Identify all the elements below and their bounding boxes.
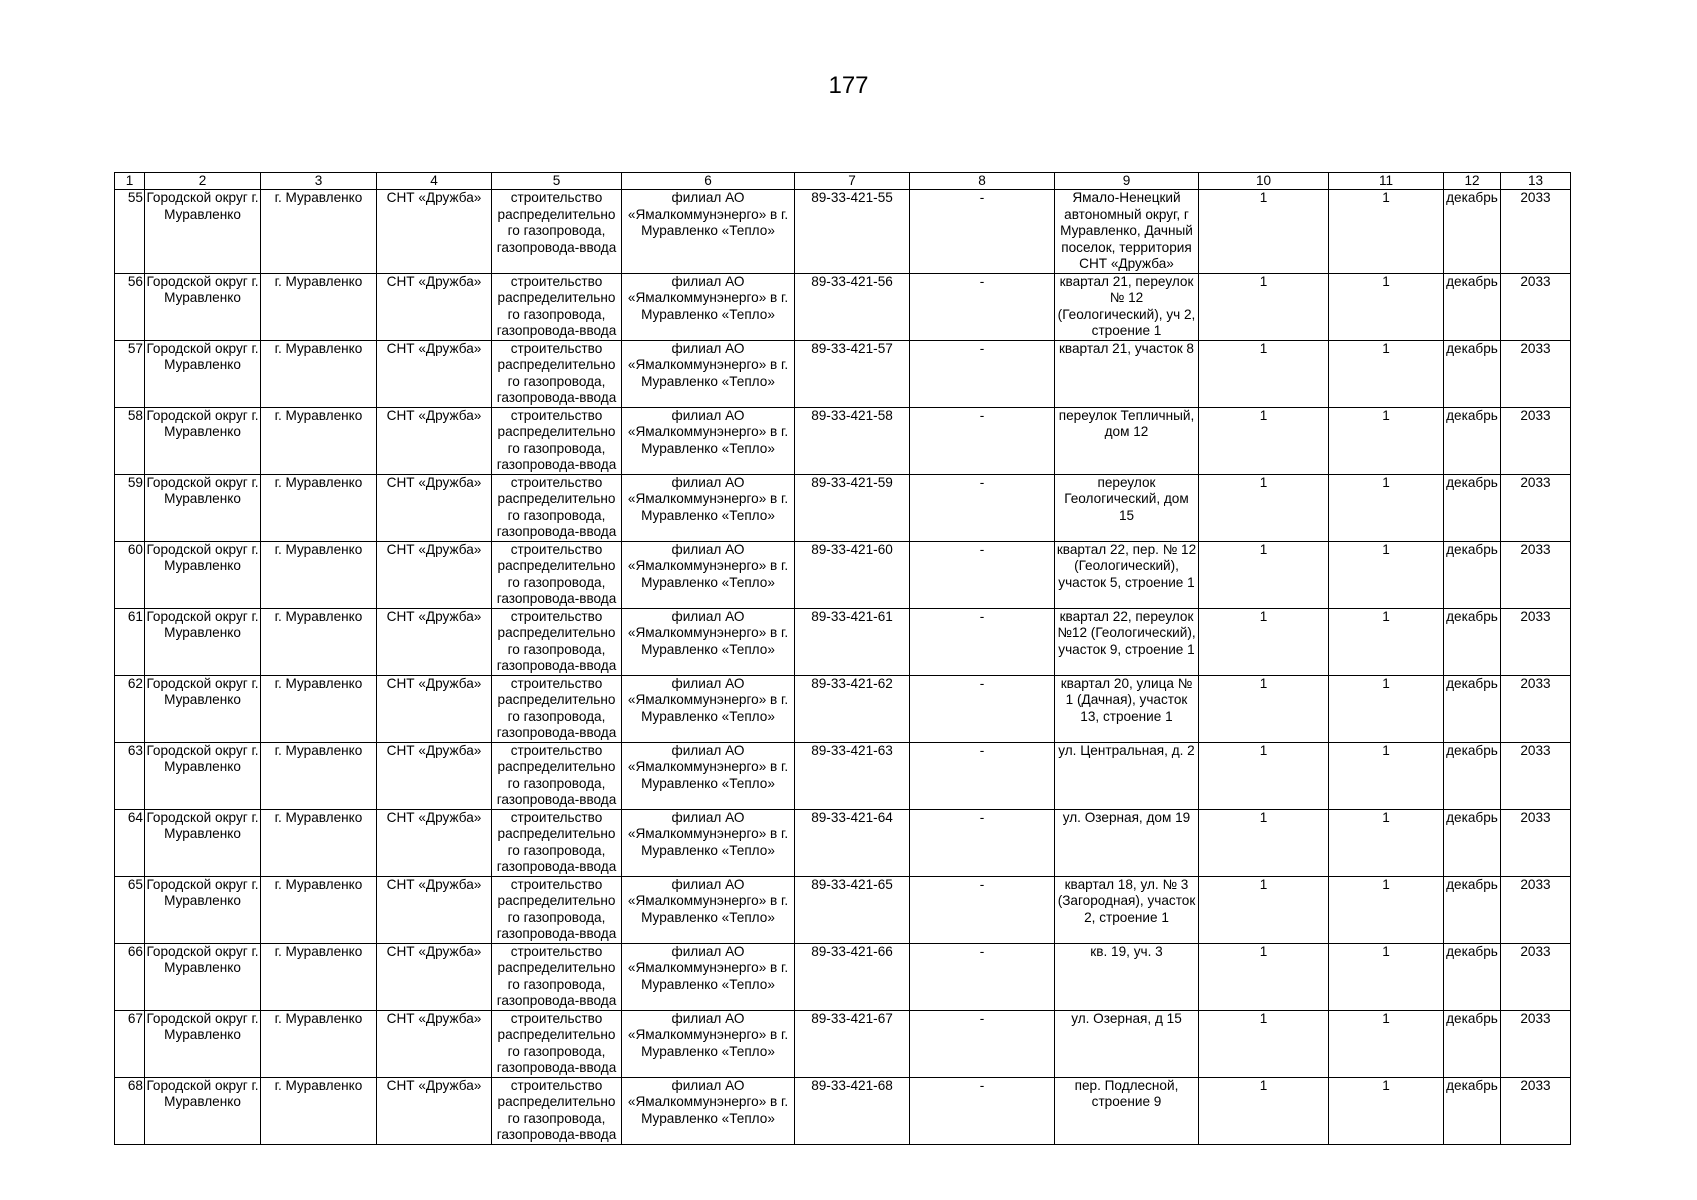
page-number: 177	[828, 72, 869, 99]
organization-cell: филиал АО «Ямалкоммунэнерго» в г. Муравленко «Тепло»	[622, 809, 795, 876]
address-cell: квартал 21, участок 8	[1055, 340, 1199, 407]
city-cell: г. Муравленко	[261, 190, 377, 274]
settlement-cell: СНТ «Дружба»	[377, 742, 492, 809]
month-cell: декабрь	[1444, 809, 1501, 876]
city-cell: г. Муравленко	[261, 742, 377, 809]
row-number-cell: 66	[115, 943, 145, 1010]
year-cell: 2033	[1501, 273, 1571, 340]
column-header-8: 8	[910, 173, 1055, 190]
district-cell: Городской округ г. Муравленко	[145, 675, 261, 742]
table-row	[115, 943, 1571, 1010]
row-number-cell: 61	[115, 608, 145, 675]
column-8-cell: -	[910, 190, 1055, 274]
settlement-cell: СНТ «Дружба»	[377, 541, 492, 608]
column-header-9: 9	[1055, 173, 1199, 190]
district-cell: Городской округ г. Муравленко	[145, 608, 261, 675]
column-header-3: 3	[261, 173, 377, 190]
object-code-cell: 89-33-421-63	[795, 742, 910, 809]
work-type-cell: строительство распределительно го газопровода, газопровода-ввода	[492, 675, 622, 742]
city-cell: г. Муравленко	[261, 1010, 377, 1077]
column-11-cell: 1	[1329, 1077, 1444, 1144]
column-header-13: 13	[1501, 173, 1571, 190]
column-8-cell: -	[910, 742, 1055, 809]
column-10-cell: 1	[1199, 675, 1329, 742]
month-cell: декабрь	[1444, 742, 1501, 809]
year-cell: 2033	[1501, 1077, 1571, 1144]
city-cell: г. Муравленко	[261, 876, 377, 943]
column-8-cell: -	[910, 340, 1055, 407]
month-cell: декабрь	[1444, 190, 1501, 274]
settlement-cell: СНТ «Дружба»	[377, 190, 492, 274]
column-11-cell: 1	[1329, 541, 1444, 608]
column-11-cell: 1	[1329, 809, 1444, 876]
column-11-cell: 1	[1329, 608, 1444, 675]
month-cell: декабрь	[1444, 273, 1501, 340]
settlement-cell: СНТ «Дружба»	[377, 876, 492, 943]
object-code-cell: 89-33-421-61	[795, 608, 910, 675]
organization-cell: филиал АО «Ямалкоммунэнерго» в г. Муравленко «Тепло»	[622, 190, 795, 274]
work-type-cell: строительство распределительно го газопровода, газопровода-ввода	[492, 190, 622, 274]
organization-cell: филиал АО «Ямалкоммунэнерго» в г. Муравленко «Тепло»	[622, 474, 795, 541]
address-cell: ул. Озерная, д 15	[1055, 1010, 1199, 1077]
settlement-cell: СНТ «Дружба»	[377, 1010, 492, 1077]
organization-cell: филиал АО «Ямалкоммунэнерго» в г. Муравленко «Тепло»	[622, 876, 795, 943]
month-cell: декабрь	[1444, 1010, 1501, 1077]
row-number-cell: 63	[115, 742, 145, 809]
object-code-cell: 89-33-421-67	[795, 1010, 910, 1077]
organization-cell: филиал АО «Ямалкоммунэнерго» в г. Муравленко «Тепло»	[622, 675, 795, 742]
column-8-cell: -	[910, 675, 1055, 742]
row-number-cell: 59	[115, 474, 145, 541]
address-cell: переулок Тепличный, дом 12	[1055, 407, 1199, 474]
settlement-cell: СНТ «Дружба»	[377, 809, 492, 876]
month-cell: декабрь	[1444, 876, 1501, 943]
organization-cell: филиал АО «Ямалкоммунэнерго» в г. Муравленко «Тепло»	[622, 273, 795, 340]
settlement-cell: СНТ «Дружба»	[377, 273, 492, 340]
column-header-1: 1	[115, 173, 145, 190]
object-code-cell: 89-33-421-60	[795, 541, 910, 608]
column-11-cell: 1	[1329, 876, 1444, 943]
row-number-cell: 67	[115, 1010, 145, 1077]
year-cell: 2033	[1501, 340, 1571, 407]
object-code-cell: 89-33-421-57	[795, 340, 910, 407]
settlement-cell: СНТ «Дружба»	[377, 608, 492, 675]
table-row	[115, 190, 1571, 274]
address-cell: переулок Геологический, дом 15	[1055, 474, 1199, 541]
address-cell: Ямало-Ненецкий автономный округ, г Муравленко, Дачный поселок, территория СНТ «Дружба»	[1055, 190, 1199, 274]
column-header-6: 6	[622, 173, 795, 190]
city-cell: г. Муравленко	[261, 273, 377, 340]
work-type-cell: строительство распределительно го газопровода, газопровода-ввода	[492, 474, 622, 541]
column-11-cell: 1	[1329, 675, 1444, 742]
column-10-cell: 1	[1199, 876, 1329, 943]
table-container	[114, 172, 1571, 1145]
month-cell: декабрь	[1444, 608, 1501, 675]
year-cell: 2033	[1501, 876, 1571, 943]
column-10-cell: 1	[1199, 1010, 1329, 1077]
table-row	[115, 876, 1571, 943]
column-11-cell: 1	[1329, 273, 1444, 340]
work-type-cell: строительство распределительно го газопровода, газопровода-ввода	[492, 407, 622, 474]
city-cell: г. Муравленко	[261, 608, 377, 675]
table-row	[115, 742, 1571, 809]
city-cell: г. Муравленко	[261, 541, 377, 608]
column-11-cell: 1	[1329, 407, 1444, 474]
district-cell: Городской округ г. Муравленко	[145, 190, 261, 274]
column-8-cell: -	[910, 1010, 1055, 1077]
address-cell: квартал 22, переулок №12 (Геологический), участок 9, строение 1	[1055, 608, 1199, 675]
table-row	[115, 608, 1571, 675]
organization-cell: филиал АО «Ямалкоммунэнерго» в г. Муравленко «Тепло»	[622, 742, 795, 809]
row-number-cell: 60	[115, 541, 145, 608]
column-10-cell: 1	[1199, 407, 1329, 474]
table-row	[115, 474, 1571, 541]
column-11-cell: 1	[1329, 742, 1444, 809]
work-type-cell: строительство распределительно го газопровода, газопровода-ввода	[492, 742, 622, 809]
city-cell: г. Муравленко	[261, 340, 377, 407]
row-number-cell: 58	[115, 407, 145, 474]
settlement-cell: СНТ «Дружба»	[377, 340, 492, 407]
table-row	[115, 675, 1571, 742]
row-number-cell: 56	[115, 273, 145, 340]
column-10-cell: 1	[1199, 742, 1329, 809]
column-8-cell: -	[910, 407, 1055, 474]
column-8-cell: -	[910, 541, 1055, 608]
year-cell: 2033	[1501, 1010, 1571, 1077]
table-row	[115, 340, 1571, 407]
organization-cell: филиал АО «Ямалкоммунэнерго» в г. Муравленко «Тепло»	[622, 943, 795, 1010]
address-cell: квартал 22, пер. № 12 (Геологический), участок 5, строение 1	[1055, 541, 1199, 608]
column-8-cell: -	[910, 474, 1055, 541]
object-code-cell: 89-33-421-68	[795, 1077, 910, 1144]
settlement-cell: СНТ «Дружба»	[377, 1077, 492, 1144]
work-type-cell: строительство распределительно го газопровода, газопровода-ввода	[492, 608, 622, 675]
header-row	[115, 173, 1571, 190]
month-cell: декабрь	[1444, 340, 1501, 407]
table-header	[115, 173, 1571, 190]
table-row	[115, 1010, 1571, 1077]
work-type-cell: строительство распределительно го газопровода, газопровода-ввода	[492, 340, 622, 407]
column-header-5: 5	[492, 173, 622, 190]
organization-cell: филиал АО «Ямалкоммунэнерго» в г. Муравленко «Тепло»	[622, 1077, 795, 1144]
year-cell: 2033	[1501, 943, 1571, 1010]
row-number-cell: 55	[115, 190, 145, 274]
column-header-2: 2	[145, 173, 261, 190]
district-cell: Городской округ г. Муравленко	[145, 809, 261, 876]
organization-cell: филиал АО «Ямалкоммунэнерго» в г. Муравленко «Тепло»	[622, 608, 795, 675]
column-10-cell: 1	[1199, 943, 1329, 1010]
year-cell: 2033	[1501, 541, 1571, 608]
address-cell: ул. Центральная, д. 2	[1055, 742, 1199, 809]
organization-cell: филиал АО «Ямалкоммунэнерго» в г. Муравленко «Тепло»	[622, 407, 795, 474]
work-type-cell: строительство распределительно го газопровода, газопровода-ввода	[492, 273, 622, 340]
object-code-cell: 89-33-421-58	[795, 407, 910, 474]
district-cell: Городской округ г. Муравленко	[145, 876, 261, 943]
column-11-cell: 1	[1329, 190, 1444, 274]
district-cell: Городской округ г. Муравленко	[145, 474, 261, 541]
district-cell: Городской округ г. Муравленко	[145, 742, 261, 809]
work-type-cell: строительство распределительно го газопровода, газопровода-ввода	[492, 1010, 622, 1077]
column-11-cell: 1	[1329, 340, 1444, 407]
city-cell: г. Муравленко	[261, 943, 377, 1010]
district-cell: Городской округ г. Муравленко	[145, 340, 261, 407]
column-header-11: 11	[1329, 173, 1444, 190]
column-10-cell: 1	[1199, 474, 1329, 541]
table-row	[115, 1077, 1571, 1144]
column-8-cell: -	[910, 876, 1055, 943]
settlement-cell: СНТ «Дружба»	[377, 474, 492, 541]
district-cell: Городской округ г. Муравленко	[145, 407, 261, 474]
year-cell: 2033	[1501, 809, 1571, 876]
month-cell: декабрь	[1444, 541, 1501, 608]
month-cell: декабрь	[1444, 675, 1501, 742]
address-cell: квартал 20, улица № 1 (Дачная), участок 13, строение 1	[1055, 675, 1199, 742]
city-cell: г. Муравленко	[261, 407, 377, 474]
settlement-cell: СНТ «Дружба»	[377, 675, 492, 742]
table-body	[115, 190, 1571, 1145]
row-number-cell: 64	[115, 809, 145, 876]
table-row	[115, 809, 1571, 876]
object-code-cell: 89-33-421-65	[795, 876, 910, 943]
row-number-cell: 57	[115, 340, 145, 407]
column-10-cell: 1	[1199, 273, 1329, 340]
address-cell: пер. Подлесной, строение 9	[1055, 1077, 1199, 1144]
year-cell: 2033	[1501, 675, 1571, 742]
column-10-cell: 1	[1199, 541, 1329, 608]
address-cell: ул. Озерная, дом 19	[1055, 809, 1199, 876]
address-cell: квартал 18, ул. № 3 (Загородная), участок 2, строение 1	[1055, 876, 1199, 943]
settlement-cell: СНТ «Дружба»	[377, 407, 492, 474]
work-type-cell: строительство распределительно го газопровода, газопровода-ввода	[492, 943, 622, 1010]
work-type-cell: строительство распределительно го газопровода, газопровода-ввода	[492, 809, 622, 876]
column-11-cell: 1	[1329, 474, 1444, 541]
district-cell: Городской округ г. Муравленко	[145, 273, 261, 340]
year-cell: 2033	[1501, 608, 1571, 675]
table-row	[115, 273, 1571, 340]
column-header-10: 10	[1199, 173, 1329, 190]
district-cell: Городской округ г. Муравленко	[145, 541, 261, 608]
settlement-cell: СНТ «Дружба»	[377, 943, 492, 1010]
column-8-cell: -	[910, 1077, 1055, 1144]
column-11-cell: 1	[1329, 1010, 1444, 1077]
column-header-7: 7	[795, 173, 910, 190]
object-code-cell: 89-33-421-64	[795, 809, 910, 876]
table-row	[115, 407, 1571, 474]
row-number-cell: 65	[115, 876, 145, 943]
city-cell: г. Муравленко	[261, 809, 377, 876]
district-cell: Городской округ г. Муравленко	[145, 943, 261, 1010]
district-cell: Городской округ г. Муравленко	[145, 1077, 261, 1144]
column-10-cell: 1	[1199, 1077, 1329, 1144]
city-cell: г. Муравленко	[261, 1077, 377, 1144]
column-10-cell: 1	[1199, 190, 1329, 274]
address-cell: квартал 21, переулок № 12 (Геологический), уч 2, строение 1	[1055, 273, 1199, 340]
address-cell: кв. 19, уч. 3	[1055, 943, 1199, 1010]
district-cell: Городской округ г. Муравленко	[145, 1010, 261, 1077]
gas-pipeline-table	[114, 172, 1571, 1145]
row-number-cell: 62	[115, 675, 145, 742]
column-header-4: 4	[377, 173, 492, 190]
year-cell: 2033	[1501, 190, 1571, 274]
year-cell: 2033	[1501, 474, 1571, 541]
city-cell: г. Муравленко	[261, 675, 377, 742]
column-11-cell: 1	[1329, 943, 1444, 1010]
object-code-cell: 89-33-421-59	[795, 474, 910, 541]
column-8-cell: -	[910, 943, 1055, 1010]
column-10-cell: 1	[1199, 608, 1329, 675]
work-type-cell: строительство распределительно го газопровода, газопровода-ввода	[492, 876, 622, 943]
month-cell: декабрь	[1444, 943, 1501, 1010]
month-cell: декабрь	[1444, 407, 1501, 474]
organization-cell: филиал АО «Ямалкоммунэнерго» в г. Муравленко «Тепло»	[622, 340, 795, 407]
city-cell: г. Муравленко	[261, 474, 377, 541]
work-type-cell: строительство распределительно го газопровода, газопровода-ввода	[492, 541, 622, 608]
year-cell: 2033	[1501, 742, 1571, 809]
row-number-cell: 68	[115, 1077, 145, 1144]
column-10-cell: 1	[1199, 809, 1329, 876]
organization-cell: филиал АО «Ямалкоммунэнерго» в г. Муравленко «Тепло»	[622, 541, 795, 608]
object-code-cell: 89-33-421-55	[795, 190, 910, 274]
column-header-12: 12	[1444, 173, 1501, 190]
month-cell: декабрь	[1444, 474, 1501, 541]
column-10-cell: 1	[1199, 340, 1329, 407]
object-code-cell: 89-33-421-66	[795, 943, 910, 1010]
month-cell: декабрь	[1444, 1077, 1501, 1144]
work-type-cell: строительство распределительно го газопровода, газопровода-ввода	[492, 1077, 622, 1144]
column-8-cell: -	[910, 809, 1055, 876]
year-cell: 2033	[1501, 407, 1571, 474]
column-8-cell: -	[910, 608, 1055, 675]
column-8-cell: -	[910, 273, 1055, 340]
object-code-cell: 89-33-421-62	[795, 675, 910, 742]
organization-cell: филиал АО «Ямалкоммунэнерго» в г. Муравленко «Тепло»	[622, 1010, 795, 1077]
table-row	[115, 541, 1571, 608]
object-code-cell: 89-33-421-56	[795, 273, 910, 340]
